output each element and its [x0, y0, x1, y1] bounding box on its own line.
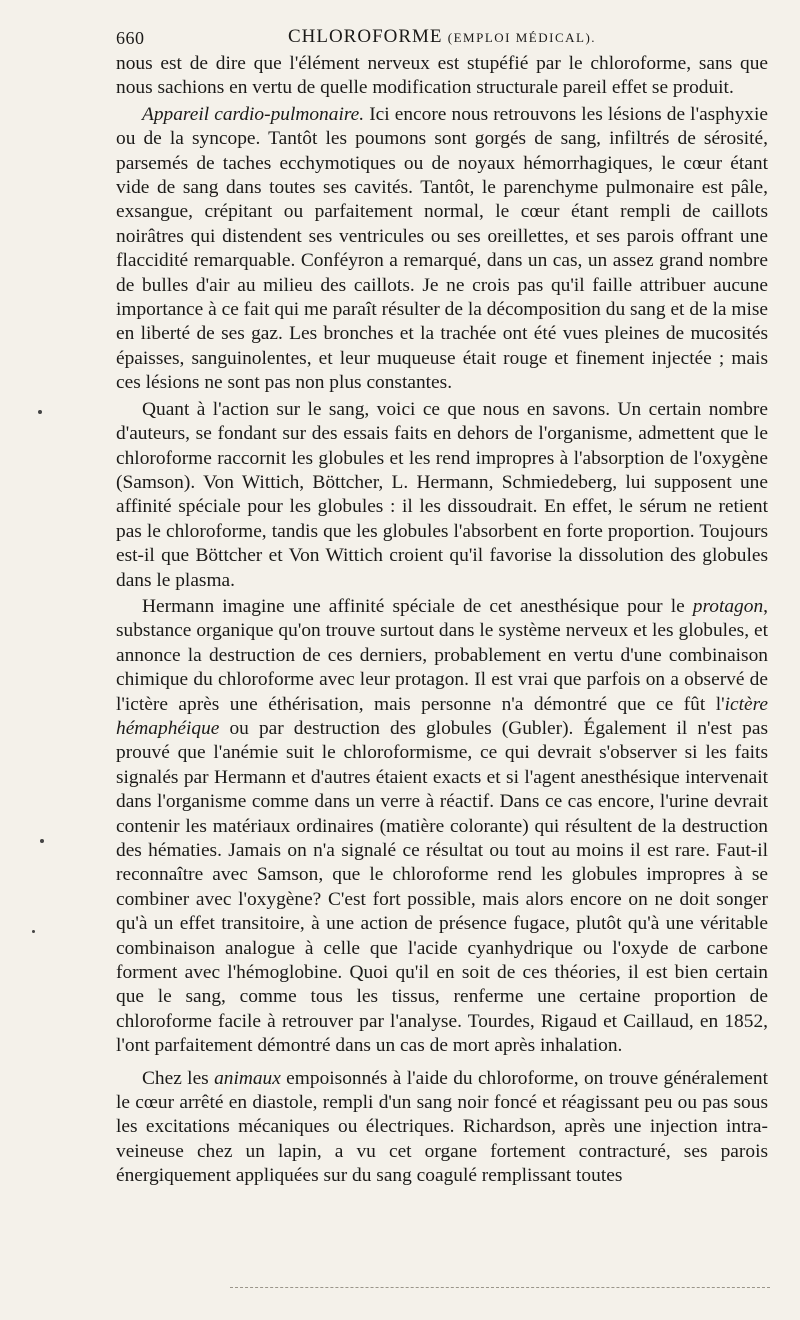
- paragraph-text: nous est de dire que l'élément nerveux est stupéfié par le chloroforme, sans que nous sachions en vertu de quelle modification structurale pareil effet se produit.: [116, 53, 768, 99]
- paragraph-sang: [116, 398, 768, 593]
- paragraph-continuation: [116, 52, 768, 101]
- margin-speck: [40, 839, 44, 843]
- footer-rule: [230, 1287, 770, 1288]
- margin-speck: [32, 930, 35, 933]
- paragraph-text-mid: , substance organique qu'on trouve surtout dans le système nerveux et les globules, et annonce la destruction de ces derniers, probablement en vertu d'une combinaison chimique du chloroforme avec leur protagon. Il est vrai que parfois on a observé de l'ictère après une éthérisation, mais personne n'a démontré que ce fût l': [116, 595, 768, 715]
- paragraph-text-post: empoisonnés à l'aide du chloroforme, on trouve généralement le cœur arrêté en diastole, rempli d'un sang noir foncé et réagissant peu ou pas sous les excitations mécaniques ou électriques. Richardson, après une injection intra-veineuse chez un lapin, a vu cet organe fortement contracturé, ses parois énergiquement appliquées sur du sang coagulé remplissant toutes: [116, 1067, 768, 1187]
- italic-term-animaux: animaux: [214, 1067, 281, 1089]
- italic-term-ictere: ictère hémaphéique: [116, 693, 768, 739]
- paragraph-cardio-pulmonaire: [116, 103, 768, 396]
- paragraph-text-pre: Chez les: [142, 1067, 215, 1089]
- paragraph-text-pre: Hermann imagine une affinité spéciale de cet anesthésique pour le: [142, 595, 693, 617]
- running-title-sub: (EMPLOI MÉDICAL).: [447, 30, 597, 45]
- page-number: 660: [116, 28, 145, 48]
- page-body: [116, 52, 768, 1189]
- margin-speck: [38, 410, 42, 414]
- paragraph-animaux: [116, 1067, 768, 1189]
- section-lead: Appareil cardio-pulmonaire.: [142, 103, 365, 125]
- paragraph-text-post: ou par destruction des globules (Gubler). Également il n'est pas prouvé que l'anémie suit le chloroformisme, ce qui devrait s'observer si les faits signalés par Hermann et d'autres étaient exacts et si l'agent anesthésique intervenait dans l'organisme comme dans un verre à réactif. Dans ce cas encore, l'urine devrait contenir les matériaux ordinaires (matière colorante) qui résultent de la destruction des hématies. Jamais on n'a signalé ce résultat ou tout au moins il est rare. Faut-il reconnaître avec Samson, que le chloroforme rend les globules impropres à se combiner avec l'oxygène? C'est fort possible, mais alors encore on ne doit songer qu'à un effet transitoire, à une action de présence fugace, plutôt qu'à une véritable combinaison analogue à celle que l'acide cyanhydrique ou l'oxyde de carbone forment avec l'hémoglobine. Quoi qu'il en soit de ces théories, il est bien certain que le sang, comme tous les tissus, renferme une certaine proportion de chloroforme facile à retrouver par l'analyse. Tourdes, Rigaud et Caillaud, en 1852, l'ont parfaitement démontré dans un cas de mort après inhalation.: [116, 717, 768, 1057]
- running-title-main: CHLOROFORME: [287, 26, 443, 47]
- paragraph-text: Quant à l'action sur le sang, voici ce que nous en savons. Un certain nombre d'auteurs, se fondant sur des essais faits en dehors de l'organisme, admettent que le chloroforme raccornit les globules et les rend impropres à l'absorption de l'oxygène (Samson). Von Wittich, Böttcher, L. Hermann, Schmiedeberg, lui supposent une affinité spéciale pour les globules : il les dissoudrait. En effet, le sérum ne retient pas le chloroforme, tandis que les globules l'absorbent en forte proportion. Toujours est-il que Böttcher et Von Wittich croient qu'il favorise la dissolution des globules dans le plasma.: [116, 398, 768, 591]
- paragraph-hermann: [116, 595, 768, 1059]
- italic-term-protagon: protagon: [692, 595, 764, 617]
- running-title: [116, 26, 768, 48]
- paragraph-text: Ici encore nous retrouvons les lésions de l'asphyxie ou de la syncope. Tantôt les poumons sont gorgés de sang, infiltrés de sérosité, parsemés de taches ecchymotiques ou de noyaux hémorrhagiques, le cœur étant vide de sang dans toutes ses cavités. Tantôt, le parenchyme pulmonaire est pâle, exsangue, crépitant ou parfaitement normal, le cœur étant rempli de caillots noirâtres qui distendent ses ventricules ou ses oreillettes, et ses parois offrant une flaccidité remarquable. Conféyron a remarqué, dans un cas, un assez grand nombre de bulles d'air au milieu des caillots. Je ne crois pas qu'il faille attribuer aucune importance à ce fait qui me paraît résulter de la décomposition du sang et de la mise en liberté de ses gaz. Les bronches et la trachée ont été vues pleines de mucosités épaisses, sanguinolentes, et leur muqueuse était rouge et finement injectée ; mais ces lésions ne sont pas non plus constantes.: [116, 103, 768, 394]
